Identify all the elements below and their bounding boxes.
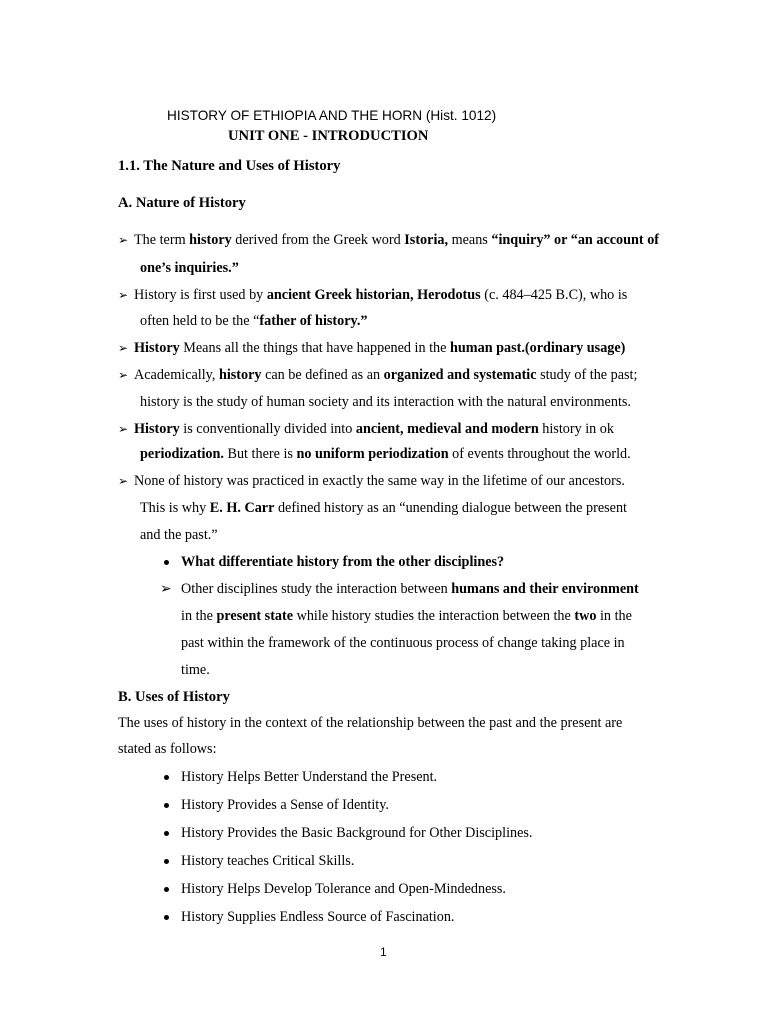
- text: in the: [181, 608, 217, 624]
- text: is conventionally divided into: [179, 421, 356, 437]
- bullet-dot-icon: [164, 775, 169, 780]
- list-item: History Helps Better Understand the Present.: [181, 769, 438, 785]
- bold-text: periodization.: [140, 446, 224, 462]
- bold-text: Istoria,: [404, 232, 449, 248]
- list-item: History Provides a Sense of Identity.: [181, 797, 389, 813]
- bullet-dot-icon: [164, 887, 169, 892]
- text: This is why: [140, 500, 210, 516]
- text: while history studies the interaction between the: [293, 608, 575, 624]
- bold-text: two: [574, 608, 597, 624]
- list-item: History Supplies Endless Source of Fascination.: [181, 909, 455, 925]
- bold-text: human past.(ordinary usage): [450, 340, 626, 356]
- bold-text: history: [189, 232, 232, 248]
- text: The term: [134, 232, 190, 248]
- paragraph-carr-line-3: and the past.”: [140, 527, 218, 543]
- text: (c. 484–425 B.C), who is: [480, 287, 628, 303]
- text: study of the past;: [536, 367, 638, 383]
- text: defined history as an “unending dialogue between the present: [274, 500, 627, 516]
- paragraph-herodotus-line-2: [140, 313, 367, 330]
- section-heading-1-1: 1.1. The Nature and Uses of History: [118, 158, 341, 174]
- paragraph-carr-line-2: [140, 500, 627, 517]
- arrow-bullet-icon: ➢: [118, 288, 129, 302]
- text: Means all the things that have happened in the: [179, 340, 450, 356]
- text: None of history was practiced in exactly the same way in the lifetime of our ancestors.: [134, 473, 625, 489]
- bold-text: father of history.”: [259, 313, 368, 329]
- bullet-dot-icon: [164, 831, 169, 836]
- paragraph-academic-line-2: history is the study of human society and its interaction with the natural environments.: [140, 394, 631, 410]
- paragraph-disciplines-line-4: time.: [181, 662, 210, 678]
- text: of events throughout the world.: [448, 446, 631, 462]
- text: Academically,: [134, 367, 219, 383]
- paragraph-term-line-1: [118, 232, 659, 249]
- bold-text: organized and systematic: [383, 367, 537, 383]
- uses-intro-line-2: stated as follows:: [118, 741, 217, 757]
- arrow-bullet-icon: ➢: [118, 341, 129, 355]
- arrow-bullet-icon: ➢: [118, 233, 129, 247]
- question-differentiate: What differentiate history from the other disciplines?: [181, 554, 505, 570]
- paragraph-meaning: [118, 340, 625, 357]
- text: means: [448, 232, 492, 248]
- bold-text: History: [134, 421, 180, 437]
- text: in the: [596, 608, 632, 624]
- text: Other disciplines study the interaction between: [181, 581, 452, 597]
- list-item: History Helps Develop Tolerance and Open-Mindedness.: [181, 881, 506, 897]
- page-number: 1: [380, 945, 387, 959]
- bold-text: History: [134, 340, 180, 356]
- paragraph-disciplines-line-3: past within the framework of the continuous process of change taking place in: [181, 635, 625, 651]
- section-heading-b: B. Uses of History: [118, 689, 230, 705]
- paragraph-periodization-line-2: [140, 446, 631, 463]
- text: But there is: [223, 446, 297, 462]
- bullet-dot-icon: [164, 915, 169, 920]
- text: derived from the Greek word: [231, 232, 405, 248]
- paragraph-academic-line-1: [118, 367, 637, 384]
- bullet-dot-icon: [164, 560, 169, 565]
- bold-text: ancient, medieval and modern: [355, 421, 539, 437]
- list-item: History teaches Critical Skills.: [181, 853, 355, 869]
- bold-text: present state: [216, 608, 294, 624]
- text: history in ok: [538, 421, 614, 437]
- bold-text: humans and their environment: [451, 581, 639, 597]
- bold-text: no uniform periodization: [296, 446, 449, 462]
- arrow-bullet-icon: ➢: [118, 368, 129, 382]
- paragraph-carr-line-1: [118, 473, 625, 490]
- bold-text: “inquiry” or “an account of: [491, 232, 660, 248]
- bold-text: E. H. Carr: [209, 500, 275, 516]
- unit-title: UNIT ONE - INTRODUCTION: [228, 128, 429, 144]
- bold-text: history: [218, 367, 262, 383]
- bold-text: ancient Greek historian, Herodotus: [266, 287, 481, 303]
- section-heading-a: A. Nature of History: [118, 195, 246, 211]
- paragraph-disciplines-line-2: [181, 608, 632, 625]
- course-title: HISTORY OF ETHIOPIA AND THE HORN (Hist. 1012): [167, 108, 497, 123]
- paragraph-disciplines-line-1: [181, 581, 639, 598]
- text: can be defined as an: [261, 367, 384, 383]
- bullet-dot-icon: [164, 859, 169, 864]
- list-item: History Provides the Basic Background for Other Disciplines.: [181, 825, 533, 841]
- arrow-bullet-icon: ➢: [160, 581, 172, 597]
- arrow-bullet-icon: ➢: [118, 422, 129, 436]
- arrow-bullet-icon: ➢: [118, 474, 129, 488]
- bullet-dot-icon: [164, 803, 169, 808]
- text: often held to be the “: [140, 313, 260, 329]
- paragraph-periodization-line-1: [118, 421, 614, 438]
- uses-intro-line-1: The uses of history in the context of the relationship between the past and the present are: [118, 715, 623, 731]
- text: History is first used by: [134, 287, 267, 303]
- paragraph-herodotus-line-1: [118, 287, 627, 304]
- paragraph-term-line-2: one’s inquiries.”: [140, 260, 239, 276]
